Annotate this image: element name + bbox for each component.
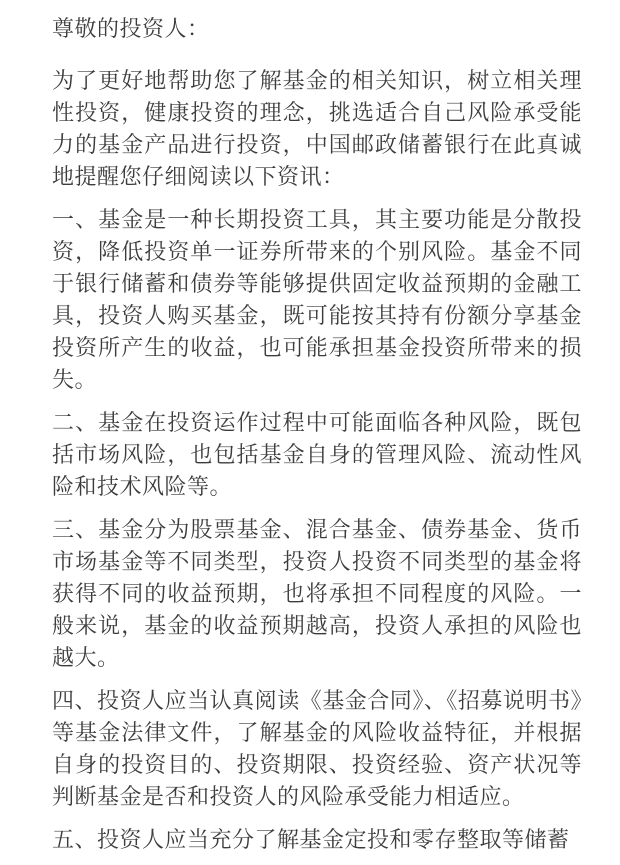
paragraph-2: 二、基金在投资运作过程中可能面临各种风险，既包括市场风险，也包括基金自身的管理风险、流动性风险和技术风险等。: [52, 411, 582, 500]
paragraph-4: 四、投资人应当认真阅读《基金合同》、《招募说明书》等基金法律文件，了解基金的风险收益特征，并根据自身的投资目的、投资期限、投资经验、资产状况等判断基金是否和投资人的风险承受能力相适应。: [52, 689, 582, 810]
paragraph-5: 五、投资人应当充分了解基金定投和零存整取等储蓄: [52, 828, 570, 853]
paragraph-3: 三、基金分为股票基金、混合基金、债券基金、货币市场基金等不同类型，投资人投资不同类型的基金将获得不同的收益预期，也将承担不同程度的风险。一般来说，基金的收益预期越高，投资人承担的风险也越大。: [52, 518, 582, 671]
paragraph-intro: 为了更好地帮助您了解基金的相关知识，树立相关理性投资，健康投资的理念，挑选适合自己风险承受能力的基金产品进行投资，中国邮政储蓄银行在此真诚地提醒您仔细阅读以下资讯：: [52, 69, 582, 190]
paragraph-1: 一、基金是一种长期投资工具，其主要功能是分散投资，降低投资单一证券所带来的个别风险。基金不同于银行储蓄和债券等能够提供固定收益预期的金融工具，投资人购买基金，既可能按其持有份额分享基金投资所产生的收益，也可能承担基金投资所带来的损失。: [52, 208, 582, 393]
greeting: 尊敬的投资人：: [52, 17, 210, 42]
document-body: [52, 14, 582, 865]
